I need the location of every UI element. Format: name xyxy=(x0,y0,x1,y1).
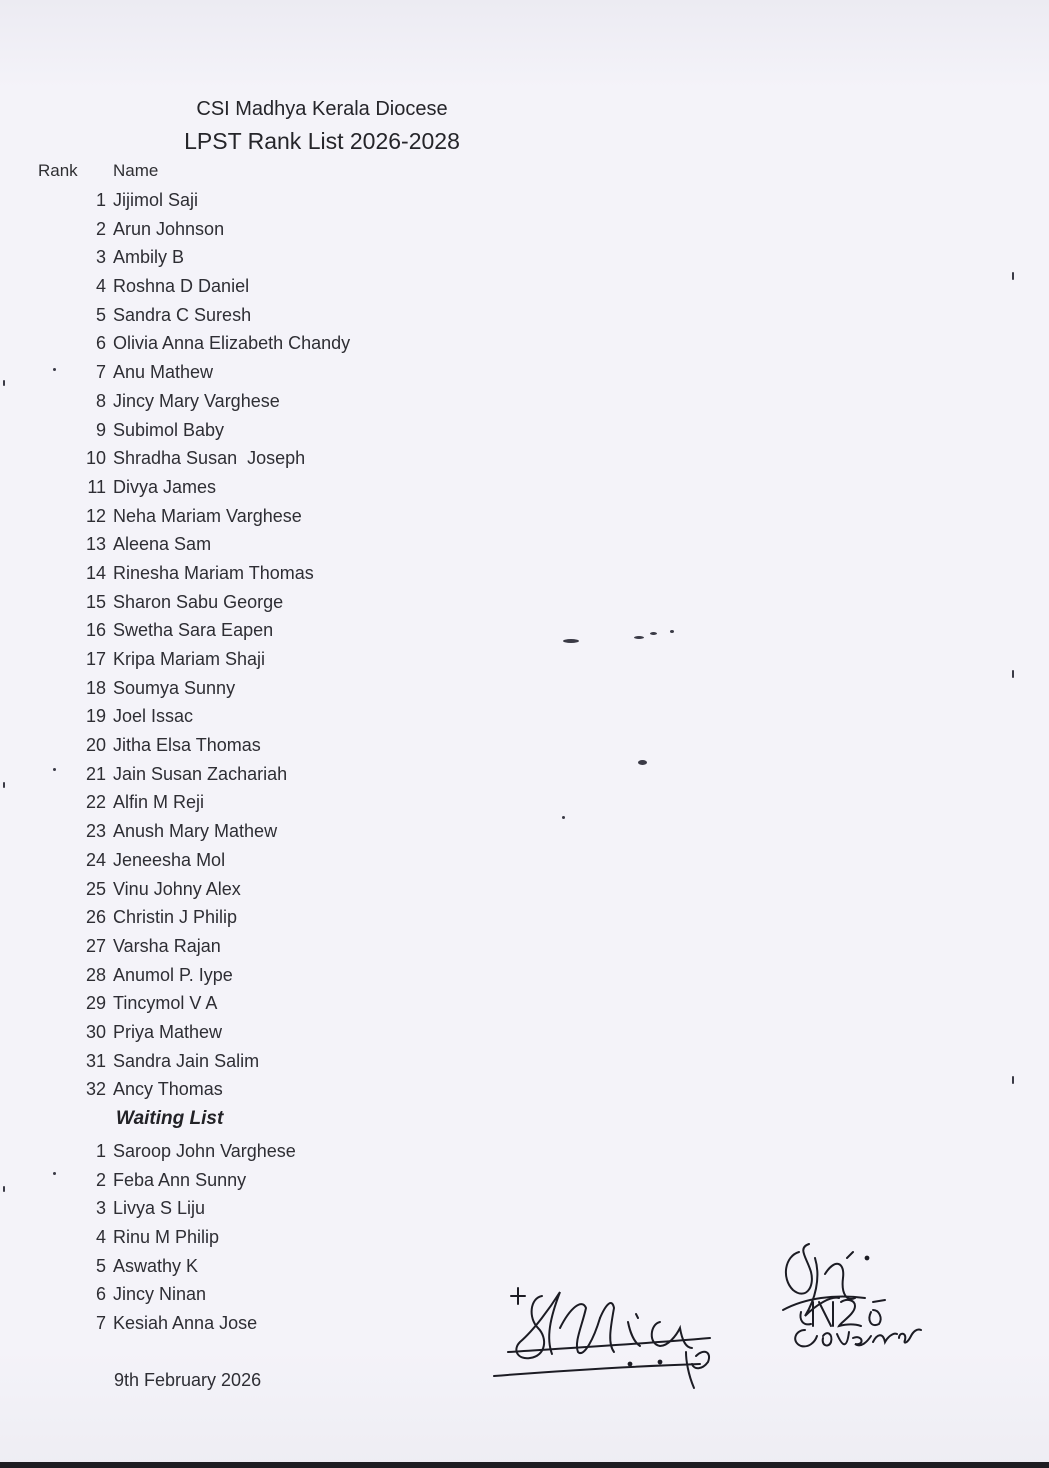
candidate-name: Jain Susan Zachariah xyxy=(113,763,288,784)
candidate-name: Feba Ann Sunny xyxy=(113,1169,247,1190)
rank-column-header: Rank xyxy=(38,161,78,180)
rank-list-row xyxy=(0,444,700,473)
rank-list-row xyxy=(0,358,700,387)
scan-speck xyxy=(3,1186,5,1192)
rank-list-row xyxy=(0,1018,700,1047)
rank-number: 4 xyxy=(95,276,106,297)
candidate-name: Livya S Liju xyxy=(113,1198,206,1219)
rank-number: 29 xyxy=(85,993,106,1014)
rank-list-row xyxy=(0,588,700,617)
candidate-name: Alfin M Reji xyxy=(113,792,205,813)
rank-list-row xyxy=(0,301,700,330)
rank-number: 5 xyxy=(95,1255,106,1276)
rank-list-row xyxy=(0,243,700,272)
candidate-name: Olivia Anna Elizabeth Chandy xyxy=(113,333,351,354)
candidate-name: Anush Mary Mathew xyxy=(113,821,278,842)
rank-number: 18 xyxy=(85,677,106,698)
rank-number: 2 xyxy=(95,218,106,239)
rank-number: 21 xyxy=(85,763,106,784)
scan-speck xyxy=(53,368,56,371)
rank-number: 28 xyxy=(85,964,106,985)
scan-speck xyxy=(3,380,5,386)
scan-speck xyxy=(3,782,5,788)
rank-list-row xyxy=(0,559,700,588)
rank-number: 26 xyxy=(85,907,106,928)
rank-number: 16 xyxy=(85,620,106,641)
candidate-name: Anu Mathew xyxy=(113,362,214,383)
rank-list-row xyxy=(0,387,700,416)
waiting-list-row xyxy=(0,1252,700,1281)
scan-bottom-edge xyxy=(0,1462,1049,1468)
rank-list-row xyxy=(0,961,700,990)
rank-list-row xyxy=(0,788,700,817)
name-column-header: Name xyxy=(113,161,159,180)
left-signature xyxy=(490,1278,730,1403)
candidate-name: Sandra C Suresh xyxy=(113,304,252,325)
rank-number: 11 xyxy=(87,476,106,497)
candidate-name: Arun Johnson xyxy=(113,218,225,239)
candidate-name: Anumol P. Iype xyxy=(113,964,233,985)
candidate-name: Rinu M Philip xyxy=(113,1227,220,1248)
candidate-name: Kripa Mariam Shaji xyxy=(113,649,266,669)
document-date: 9th February 2026 xyxy=(114,1370,262,1390)
rank-number: 1 xyxy=(95,1141,106,1161)
rank-number: 32 xyxy=(85,1079,106,1100)
candidate-name: Jincy Mary Varghese xyxy=(113,390,280,411)
waiting-list-row xyxy=(0,1166,700,1195)
rank-number: 3 xyxy=(95,1198,106,1219)
rank-list-row xyxy=(0,502,700,531)
rank-number: 14 xyxy=(85,562,106,583)
rank-number: 10 xyxy=(85,448,106,469)
rank-number: 25 xyxy=(85,878,106,899)
rank-number: 6 xyxy=(95,1284,106,1305)
candidate-name: Ancy Thomas xyxy=(113,1079,223,1100)
organization-title: CSI Madhya Kerala Diocese xyxy=(196,98,448,120)
right-signature xyxy=(775,1238,935,1363)
scan-speck xyxy=(562,816,565,819)
scan-speck xyxy=(634,636,644,639)
candidate-name: Sandra Jain Salim xyxy=(113,1050,260,1071)
rank-number: 6 xyxy=(95,333,106,354)
rank-number: 3 xyxy=(95,247,106,268)
scan-speck xyxy=(53,1172,56,1175)
rank-list-row xyxy=(0,272,700,301)
candidate-name: Soumya Sunny xyxy=(113,677,236,698)
candidate-name: Christin J Philip xyxy=(113,907,238,928)
candidate-name: Swetha Sara Eapen xyxy=(113,620,274,641)
rank-list-row xyxy=(0,530,700,559)
candidate-name: Roshna D Daniel xyxy=(113,276,250,297)
rank-list-row xyxy=(0,416,700,445)
rank-list-row xyxy=(0,674,700,703)
rank-number: 27 xyxy=(85,935,106,956)
rank-list-row xyxy=(0,932,700,961)
waiting-list-row xyxy=(0,1223,700,1252)
candidate-name: Jeneesha Mol xyxy=(113,849,226,870)
rank-number: 7 xyxy=(95,362,106,383)
rank-number: 1 xyxy=(95,190,106,210)
candidate-name: Subimol Baby xyxy=(113,419,225,440)
rank-list-row xyxy=(0,186,700,215)
rank-list-row xyxy=(0,215,700,244)
scan-speck xyxy=(1012,670,1014,678)
rank-number: 7 xyxy=(95,1313,106,1334)
rank-list-row xyxy=(0,329,700,358)
scan-speck xyxy=(53,768,56,771)
candidate-name: Shradha Susan Joseph xyxy=(113,448,306,469)
rank-list-row xyxy=(0,903,700,932)
candidate-name: Jitha Elsa Thomas xyxy=(113,735,261,756)
scan-speck xyxy=(563,639,579,643)
candidate-name: Jijimol Saji xyxy=(113,190,199,210)
rank-list-row xyxy=(0,817,700,846)
rank-list-row xyxy=(0,702,700,731)
scan-speck xyxy=(638,760,647,765)
scan-speck xyxy=(670,630,674,633)
waiting-list-title: Waiting List xyxy=(116,1108,224,1129)
candidate-name: Neha Mariam Varghese xyxy=(113,505,302,526)
rank-number: 23 xyxy=(85,821,106,842)
candidate-name: Ambily B xyxy=(113,247,185,268)
rank-list-row xyxy=(0,846,700,875)
scan-speck xyxy=(1012,272,1014,280)
rank-list-row xyxy=(0,473,700,502)
scan-speck xyxy=(1012,1076,1014,1084)
rank-number: 9 xyxy=(95,419,106,440)
candidate-name: Aleena Sam xyxy=(113,534,212,555)
candidate-name: Jincy Ninan xyxy=(113,1284,207,1305)
rank-number: 17 xyxy=(85,649,106,669)
candidate-name: Divya James xyxy=(113,476,217,497)
rank-list-row xyxy=(0,1047,700,1076)
rank-number: 31 xyxy=(85,1050,106,1071)
rank-list-row xyxy=(0,875,700,904)
rank-list-row xyxy=(0,731,700,760)
candidate-name: Vinu Johny Alex xyxy=(113,878,241,899)
rank-number: 30 xyxy=(85,1021,106,1042)
rank-number: 4 xyxy=(95,1227,106,1248)
rank-number: 22 xyxy=(85,792,106,813)
candidate-name: Aswathy K xyxy=(113,1255,199,1276)
rank-number: 5 xyxy=(95,304,106,325)
rank-number: 8 xyxy=(95,390,106,411)
candidate-name: Rinesha Mariam Thomas xyxy=(113,562,314,583)
rank-list-row xyxy=(0,645,700,674)
candidate-name: Varsha Rajan xyxy=(113,935,221,956)
scan-speck xyxy=(650,632,657,635)
rank-list xyxy=(0,186,700,1104)
candidate-name: Saroop John Varghese xyxy=(113,1141,296,1161)
candidate-name: Sharon Sabu George xyxy=(113,591,284,612)
rank-number: 13 xyxy=(85,534,106,555)
rank-list-row xyxy=(0,616,700,645)
rank-list-row xyxy=(0,760,700,789)
rank-number: 20 xyxy=(85,735,106,756)
candidate-name: Tincymol V A xyxy=(113,993,218,1014)
candidate-name: Joel Issac xyxy=(113,706,194,727)
rank-number: 15 xyxy=(85,591,106,612)
rank-number: 2 xyxy=(95,1169,106,1190)
rank-list-title: LPST Rank List 2026-2028 xyxy=(184,128,460,154)
candidate-name: Priya Mathew xyxy=(113,1021,223,1042)
candidate-name: Kesiah Anna Jose xyxy=(113,1313,258,1334)
waiting-list-row xyxy=(0,1137,700,1166)
waiting-list-row xyxy=(0,1194,700,1223)
rank-number: 12 xyxy=(85,505,106,526)
rank-list-row xyxy=(0,1075,700,1104)
rank-list-row xyxy=(0,989,700,1018)
rank-number: 24 xyxy=(85,849,106,870)
rank-number: 19 xyxy=(85,706,106,727)
